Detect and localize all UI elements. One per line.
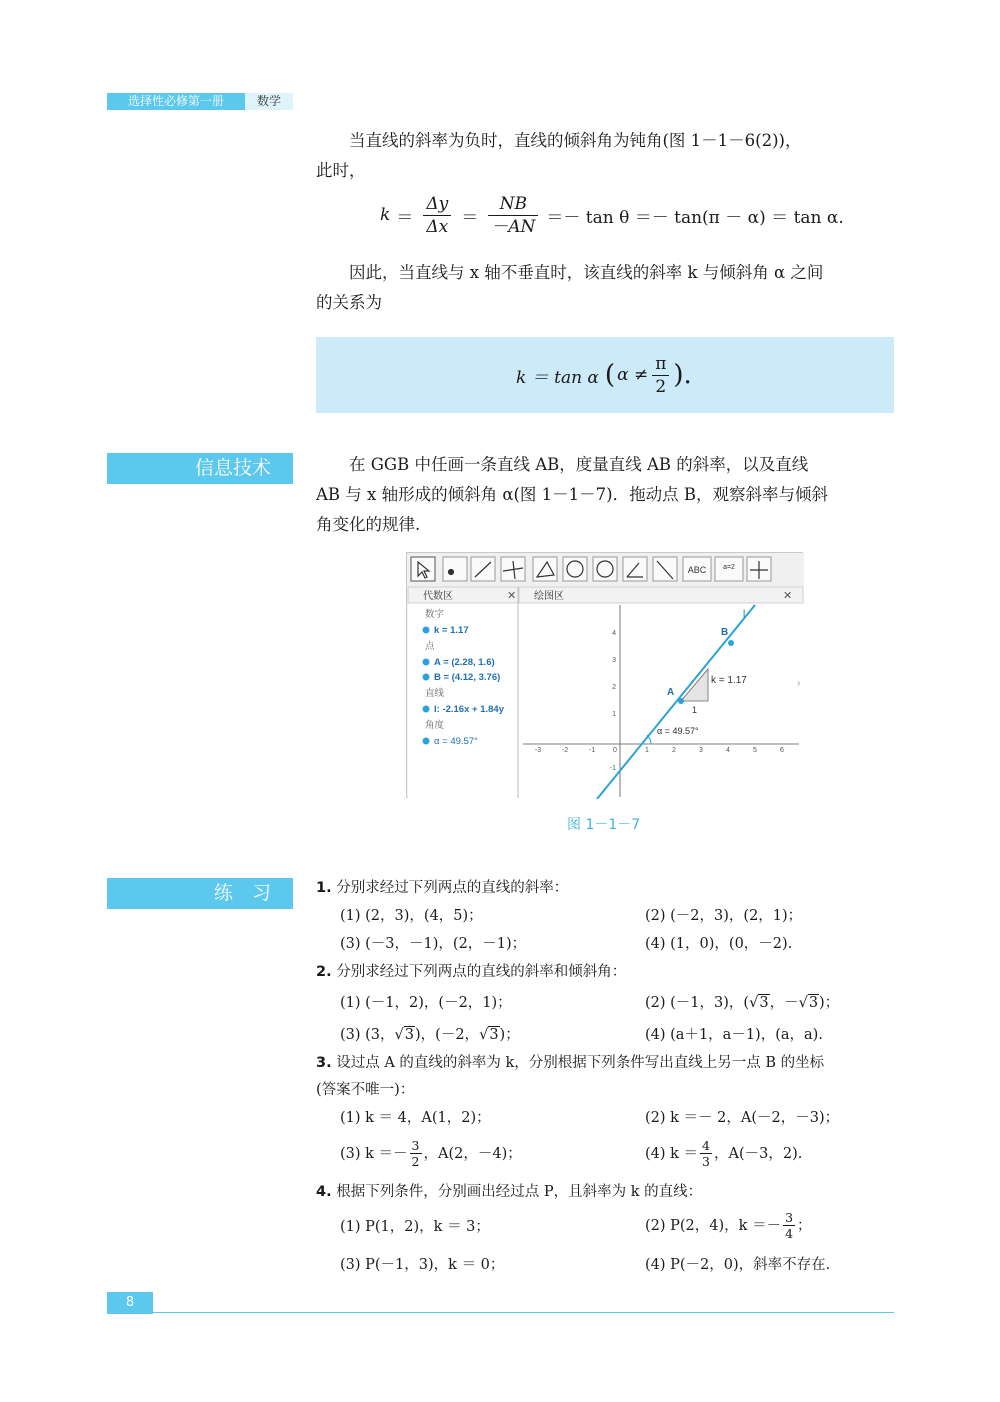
eq-an: －AN	[491, 216, 536, 237]
book-title-label: 选择性必修第一册	[107, 93, 245, 110]
answer-item: (1) (2，3)，(4，5)；	[340, 908, 483, 924]
eq-rest: ＝－ tan θ ＝－ tan(π － α) ＝ tan α.	[546, 207, 844, 228]
graphics-title: 绘图区	[534, 591, 564, 602]
answer-item	[340, 1138, 522, 1169]
answer-item: (2) k ＝－ 2，A(－2，－3)；	[645, 1110, 840, 1126]
answer-item	[645, 1210, 812, 1241]
tool-reflect[interactable]	[653, 557, 677, 581]
question-number: 1.	[316, 880, 332, 896]
paragraph-relation	[316, 258, 896, 318]
formula-open-paren: (	[604, 360, 616, 390]
group-label: 直线	[425, 688, 445, 699]
eq-fraction-nb-an	[488, 193, 538, 238]
question-number: 4.	[316, 1184, 332, 1200]
tool-slider-label: a=2	[723, 564, 735, 571]
formula-condition: α ≠	[617, 365, 649, 385]
answer-part: )；	[499, 1027, 520, 1043]
geogebra-screenshot	[406, 552, 803, 798]
paragraph-negative-slope	[316, 126, 896, 186]
answer-item: (4) P(－2，0)，斜率不存在.	[645, 1257, 831, 1273]
answer-part: (2) P(2，4)，k ＝－	[645, 1217, 782, 1234]
tick-label: 2	[612, 684, 616, 691]
question-4	[316, 1182, 896, 1202]
fraction	[410, 1138, 422, 1169]
angle-label: α = 49.57°	[657, 726, 699, 736]
formula-two: 2	[655, 376, 667, 397]
group-label: 点	[425, 641, 435, 652]
answer-item: (1) (－1，2)，(－2，1)；	[340, 995, 512, 1011]
sqrt-value: 3	[808, 995, 819, 1011]
tick-label: 6	[780, 747, 784, 754]
fraction-numerator: 4	[702, 1138, 710, 1153]
figure-caption: 图 1－1－7	[567, 817, 641, 833]
chevron-right-icon[interactable]: ›	[797, 678, 801, 689]
tick-label: 1	[645, 747, 649, 754]
answer-part: (3) (3，	[340, 1027, 395, 1043]
object-dot[interactable]	[423, 674, 430, 681]
tick-label: -2	[561, 747, 569, 754]
question-text: 设过点 A 的直线的斜率为 k，分别根据下列条件写出直线上另一点 B 的坐标	[336, 1055, 825, 1071]
formula-left: k ＝ tan α	[516, 367, 599, 388]
answer-part: (3) k ＝－	[340, 1145, 408, 1162]
answer-part: )；	[819, 995, 840, 1011]
fraction-numerator: 3	[785, 1210, 794, 1225]
tick-label: 4	[612, 630, 616, 637]
tick-label: -1	[609, 765, 616, 772]
slope-equation	[380, 190, 844, 240]
answer-part: ，A(－3，2).	[714, 1145, 803, 1162]
sqrt-value: 3	[759, 995, 769, 1011]
answer-item: (3) (3，√3)，(－2，√3)；	[340, 1027, 520, 1043]
answer-part: ，A(2，－4)；	[423, 1145, 522, 1162]
answer-item: (2) (－2，3)，(2，1)；	[645, 908, 803, 924]
group-label: 角度	[425, 720, 445, 731]
answer-item: (1) P(1，2)，k ＝ 3；	[340, 1219, 490, 1235]
line-l-label: l	[743, 609, 746, 620]
eq-nb: NB	[488, 193, 538, 216]
point-b-label: B	[721, 627, 729, 638]
algebra-item[interactable]: k = 1.17	[434, 625, 469, 636]
graphics-panel	[519, 587, 803, 798]
formula-pi: π	[652, 353, 669, 376]
formula-pi-over-2	[652, 353, 669, 398]
question-text: 根据下列条件，分别画出经过点 P，且斜率为 k 的直线：	[336, 1184, 703, 1200]
paragraph-line: 因此，当直线与 x 轴不垂直时，该直线的斜率 k 与倾斜角 α 之间	[349, 263, 824, 282]
eq-dx: Δx	[426, 216, 449, 237]
info-tech-tab: 信息技术	[107, 453, 293, 484]
answer-part: (2) (－1，3)，(	[645, 995, 750, 1011]
formula-close-paren: ).	[673, 360, 692, 390]
slope-label: k = 1.17	[711, 675, 747, 686]
origin-label: 0	[613, 747, 617, 754]
algebra-item[interactable]: A = (2.28, 1.6)	[434, 657, 495, 668]
fraction-denominator: 3	[702, 1154, 710, 1169]
paragraph-line: 的关系为	[316, 293, 382, 312]
tick-label: 4	[726, 747, 730, 754]
tick-label: 2	[672, 747, 676, 754]
tick-label: -3	[534, 747, 542, 754]
point-b[interactable]	[728, 640, 734, 646]
answer-part: )，(－2，	[415, 1027, 480, 1043]
algebra-item[interactable]: B = (4.12, 3.76)	[434, 672, 501, 683]
object-dot[interactable]	[423, 659, 430, 666]
subject-label: 数学	[245, 93, 293, 110]
object-dot[interactable]	[423, 738, 430, 745]
tick-label: 3	[699, 747, 703, 754]
answer-item: (1) k ＝ 4，A(1，2)；	[340, 1110, 491, 1126]
run-label: 1	[692, 705, 698, 715]
question-text-cont: (答案不唯一)：	[316, 1082, 415, 1098]
question-2	[316, 962, 896, 982]
answer-part: ；	[797, 1217, 812, 1234]
answer-item	[645, 1138, 802, 1169]
tick-label: 1	[612, 711, 616, 718]
eq-dy: Δy	[423, 193, 451, 216]
fraction-denominator: 2	[411, 1154, 420, 1169]
answer-item: (4) (1，0)，(0，－2).	[645, 936, 793, 952]
tick-label: 3	[612, 657, 616, 664]
group-label: 数字	[425, 609, 445, 620]
eq-fraction-dy-dx	[423, 193, 451, 238]
algebra-item[interactable]: l: -2.16x + 1.84y	[434, 704, 504, 715]
fraction-numerator: 3	[411, 1138, 420, 1153]
sqrt-value: 3	[404, 1027, 415, 1043]
question-text: 分别求经过下列两点的直线的斜率和倾斜角：	[336, 964, 627, 980]
paragraph-line: 角变化的规律.	[316, 515, 421, 534]
eq-k: k	[380, 205, 391, 225]
paragraph-line: 此时，	[316, 161, 366, 180]
fraction-denominator: 4	[785, 1226, 794, 1241]
question-1	[316, 878, 896, 898]
question-number: 3.	[316, 1055, 332, 1071]
paragraph-line: 当直线的斜率为负时，直线的倾斜角为钝角(图 1－1－6(2))，	[349, 131, 802, 150]
answer-part: (4) k ＝	[645, 1145, 699, 1162]
object-dot[interactable]	[423, 706, 430, 713]
fraction	[700, 1138, 712, 1169]
info-tech-paragraph	[316, 450, 896, 540]
footer-divider	[153, 1312, 894, 1313]
object-dot[interactable]	[423, 627, 430, 634]
key-formula	[516, 350, 692, 400]
key-formula-box	[316, 337, 894, 413]
close-icon[interactable]: ✕	[783, 590, 793, 602]
answer-item: (4) (a＋1，a－1)，(a，a).	[645, 1027, 823, 1043]
question-number: 2.	[316, 964, 332, 980]
tick-label: -1	[588, 747, 596, 754]
close-icon[interactable]: ✕	[507, 590, 517, 602]
geogebra-window	[407, 553, 804, 799]
tool-abc-label: ABC	[687, 565, 707, 575]
point-a-label: A	[667, 687, 675, 698]
answer-item: (3) (－3，－1)，(2，－1)；	[340, 936, 527, 952]
fraction	[783, 1210, 795, 1241]
answer-part: ，－	[769, 995, 799, 1011]
paragraph-line: 在 GGB 中任画一条直线 AB，度量直线 AB 的斜率，以及直线	[349, 455, 809, 474]
question-text: 分别求经过下列两点的直线的斜率：	[336, 880, 569, 896]
question-3	[316, 1053, 896, 1073]
tool-point[interactable]	[443, 557, 467, 581]
page-number: 8	[107, 1292, 153, 1314]
point-a[interactable]	[678, 698, 684, 704]
eq-equals: ＝	[461, 207, 479, 228]
sqrt-value: 3	[489, 1027, 499, 1043]
algebra-item[interactable]: α = 49.57°	[434, 736, 478, 747]
algebra-title: 代数区	[423, 591, 453, 602]
exercise-tab: 练 习	[107, 878, 293, 909]
point-icon	[449, 570, 454, 575]
eq-equals: ＝	[396, 207, 414, 228]
answer-item: (2) (－1，3)，(√3，－√3)；	[645, 995, 840, 1011]
paragraph-line: AB 与 x 轴形成的倾斜角 α(图 1－1－7)．拖动点 B，观察斜率与倾斜	[316, 485, 828, 504]
answer-item: (3) P(－1，3)，k ＝ 0；	[340, 1257, 505, 1273]
tick-label: 5	[753, 747, 757, 754]
